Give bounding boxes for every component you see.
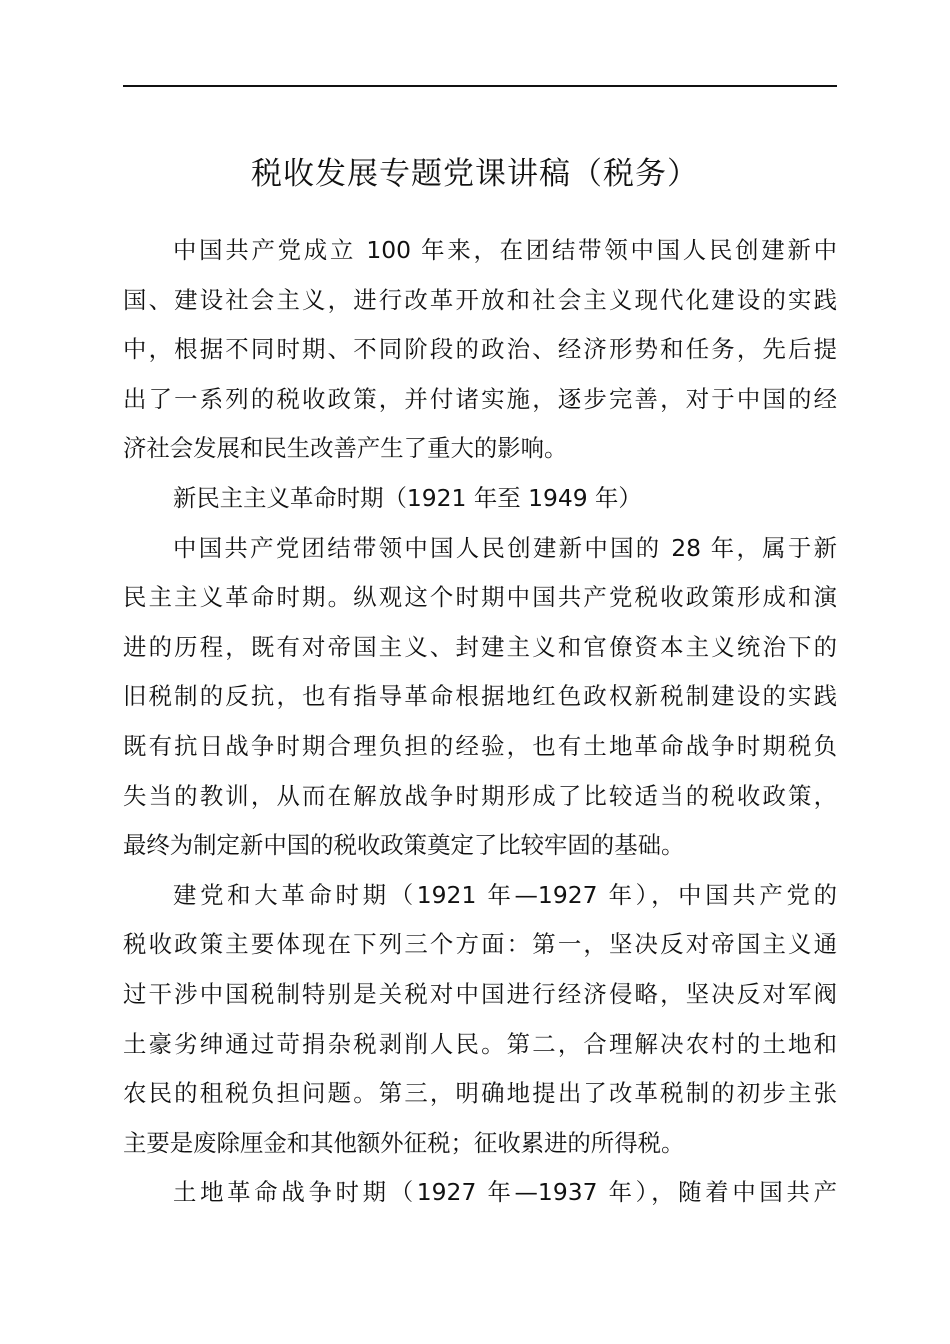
document-title: 税收发展专题党课讲稿（税务） bbox=[251, 156, 699, 192]
paragraph-line: 主要是废除厘金和其他额外征税；征收累进的所得税。 bbox=[123, 1128, 685, 1157]
paragraph-line: 济社会发展和民生改善产生了重大的影响。 bbox=[123, 434, 568, 463]
paragraph-line: 过干涉中国税制特别是关税对中国进行经济侵略，坚决反对军阀 bbox=[123, 979, 837, 1008]
section-heading: 新民主主义革命时期（1921 年至 1949 年） bbox=[173, 483, 642, 512]
paragraph-line: 最终为制定新中国的税收政策奠定了比较牢固的基础。 bbox=[123, 831, 685, 860]
document-body bbox=[123, 226, 837, 1218]
paragraph-line: 中国共产党团结带领中国人民创建新中国的 28 年，属于新 bbox=[173, 533, 837, 562]
paragraph-line: 农民的租税负担问题。第三，明确地提出了改革税制的初步主张 bbox=[123, 1079, 837, 1108]
paragraph-line: 土地革命战争时期（1927 年—1937 年），随着中国共产 bbox=[173, 1178, 837, 1207]
paragraph-line: 国、建设社会主义，进行改革开放和社会主义现代化建设的实践 bbox=[123, 285, 837, 314]
paragraph-line: 中国共产党成立 100 年来，在团结带领中国人民创建新中 bbox=[173, 236, 837, 264]
paragraph-line: 失当的教训，从而在解放战争时期形成了比较适当的税收政策， bbox=[123, 781, 837, 810]
paragraph-line: 旧税制的反抗，也有指导革命根据地红色政权新税制建设的实践 bbox=[123, 682, 837, 711]
paragraph-line: 既有抗日战争时期合理负担的经验，也有土地革命战争时期税负 bbox=[123, 731, 837, 760]
header-rule bbox=[123, 85, 837, 87]
paragraph-line: 进的历程，既有对帝国主义、封建主义和官僚资本主义统治下的 bbox=[123, 632, 837, 661]
paragraph-line: 中，根据不同时期、不同阶段的政治、经济形势和任务，先后提 bbox=[123, 335, 837, 364]
paragraph-line: 民主主义革命时期。纵观这个时期中国共产党税收政策形成和演 bbox=[123, 583, 837, 612]
paragraph-line: 出了一系列的税收政策，并付诸实施，逐步完善，对于中国的经 bbox=[123, 384, 837, 413]
paragraph-line: 税收政策主要体现在下列三个方面：第一，坚决反对帝国主义通 bbox=[123, 930, 837, 959]
paragraph-line: 土豪劣绅通过苛捐杂税剥削人民。第二，合理解决农村的土地和 bbox=[123, 1029, 837, 1058]
paragraph-line: 建党和大革命时期（1921 年—1927 年），中国共产党的 bbox=[173, 880, 837, 909]
